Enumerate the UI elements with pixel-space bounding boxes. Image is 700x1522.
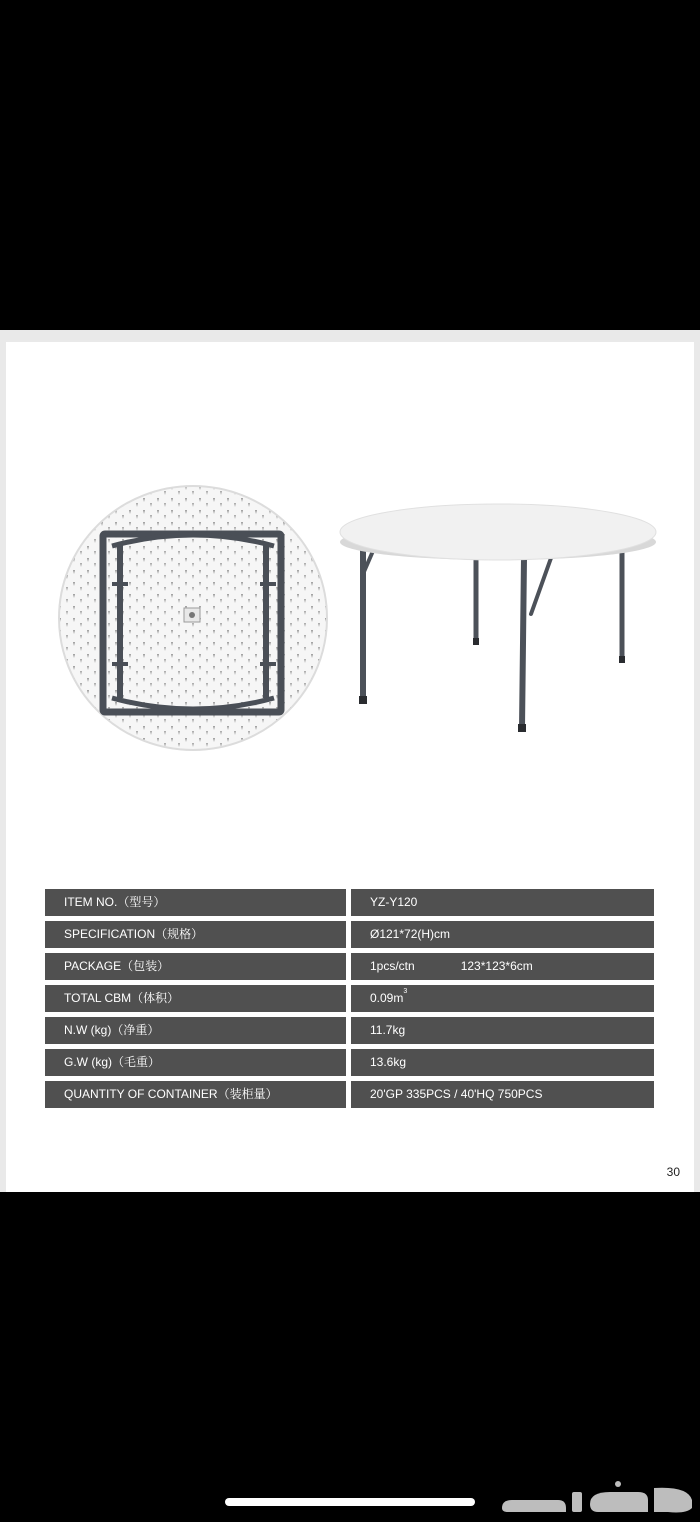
spec-row-gross-weight bbox=[45, 1049, 654, 1076]
spec-value bbox=[351, 985, 654, 1012]
specification-table bbox=[45, 889, 654, 1113]
spec-row-container-quantity bbox=[45, 1081, 654, 1108]
spec-label: G.W (kg)（毛重） bbox=[45, 1049, 346, 1076]
spec-label: N.W (kg)（净重） bbox=[45, 1017, 346, 1044]
round-table-photo bbox=[336, 484, 666, 754]
spec-label: SPECIFICATION（规格） bbox=[45, 921, 346, 948]
spec-value: 11.7kg bbox=[351, 1017, 654, 1044]
home-indicator[interactable] bbox=[225, 1498, 475, 1506]
spec-row-specification bbox=[45, 921, 654, 948]
spec-value: 20'GP 335PCS / 40'HQ 750PCS bbox=[351, 1081, 654, 1108]
spec-label: TOTAL CBM（体积） bbox=[45, 985, 346, 1012]
spec-value: 13.6kg bbox=[351, 1049, 654, 1076]
spec-row-total-cbm bbox=[45, 985, 654, 1012]
spec-label: PACKAGE（包装） bbox=[45, 953, 346, 980]
spec-row-package bbox=[45, 953, 654, 980]
carton-size: 123*123*6cm bbox=[460, 959, 533, 973]
page-number: 30 bbox=[666, 1165, 680, 1179]
spec-value: Ø121*72(H)cm bbox=[351, 921, 654, 948]
spec-label: QUANTITY OF CONTAINER（装柜量） bbox=[45, 1081, 346, 1108]
spec-value: YZ-Y120 bbox=[351, 889, 654, 916]
spec-label: ITEM NO.（型号） bbox=[45, 889, 346, 916]
haraj-logo-watermark bbox=[498, 1478, 696, 1518]
spec-value bbox=[351, 953, 654, 980]
document-page bbox=[0, 330, 700, 1192]
spec-row-net-weight bbox=[45, 1017, 654, 1044]
cbm-value: 0.09m bbox=[370, 991, 404, 1005]
spec-row-item-no bbox=[45, 889, 654, 916]
table-underside-photo bbox=[56, 484, 332, 754]
package-quantity: 1pcs/ctn bbox=[370, 959, 415, 973]
catalog-sheet bbox=[6, 342, 694, 1192]
cbm-exponent: 3 bbox=[403, 988, 408, 995]
